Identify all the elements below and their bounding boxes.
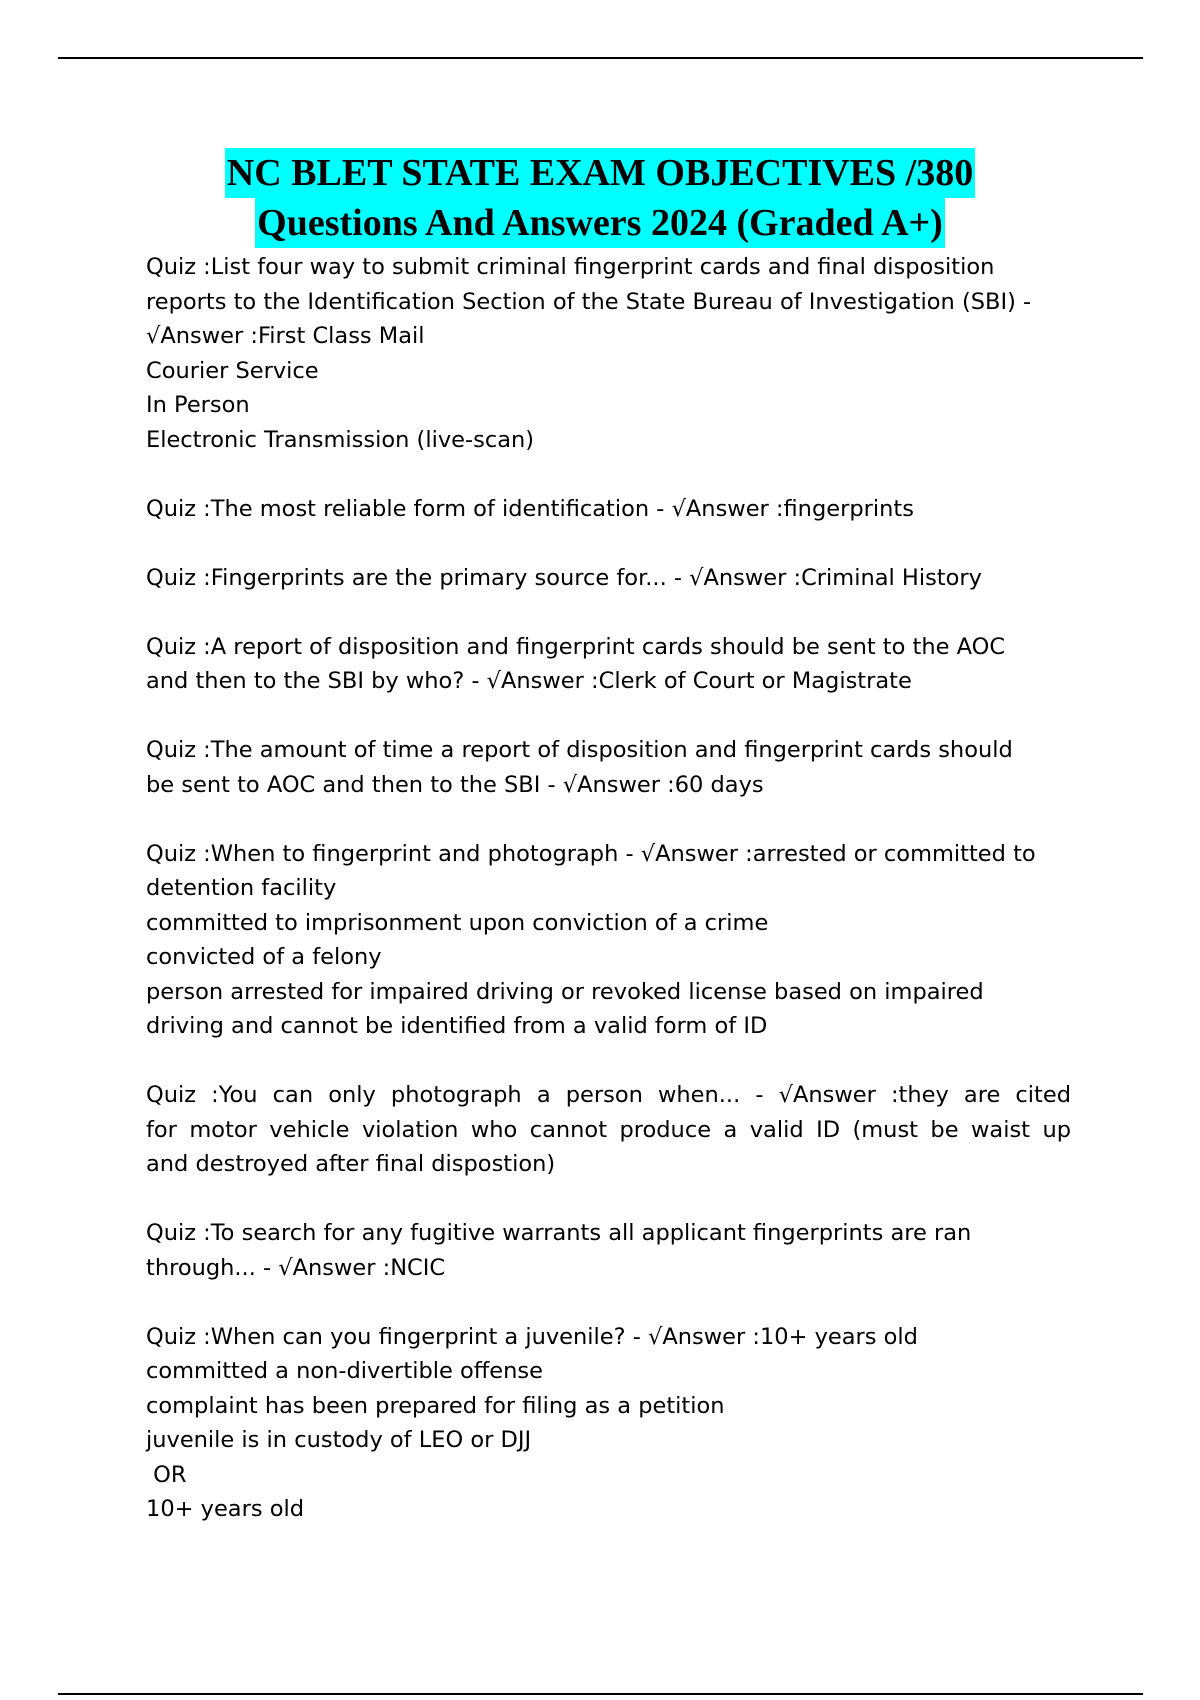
qa-line: √Answer :First Class Mail — [146, 323, 425, 349]
qa-line: complaint has been prepared for filing as a petition — [146, 1392, 725, 1419]
document-title — [0, 148, 1200, 248]
qa-line: and destroyed after final dispostion) — [146, 1151, 556, 1177]
qa-line: for motor vehicle violation who cannot produce a valid ID (must be waist up — [146, 1116, 1071, 1143]
qa-line: Quiz :To search for any fugitive warrants all applicant fingerprints are ran — [146, 1220, 972, 1246]
qa-line: convicted of a felony — [146, 944, 382, 970]
header-rule — [58, 57, 1143, 59]
qa-line: detention facility — [146, 875, 337, 901]
qa-line: reports to the Identification Section of the State Bureau of Investigation (SBI) - — [146, 288, 1032, 315]
qa-line: OR — [146, 1461, 187, 1488]
qa-item — [146, 733, 1071, 802]
qa-line: driving and cannot be identified from a valid form of ID — [146, 1013, 768, 1039]
qa-line: Quiz :The most reliable form of identification - √Answer :fingerprints — [146, 495, 914, 522]
footer-rule — [58, 1693, 1143, 1695]
qa-line: and then to the SBI by who? - √Answer :Clerk of Court or Magistrate — [146, 668, 912, 694]
qa-item — [146, 837, 1071, 1044]
qa-item — [146, 1078, 1071, 1182]
qa-line: 10+ years old — [146, 1496, 305, 1522]
qa-item — [146, 250, 1071, 457]
qa-line: through... - √Answer :NCIC — [146, 1254, 446, 1281]
qa-item — [146, 1320, 1071, 1527]
qa-line: person arrested for impaired driving or revoked license based on impaired — [146, 978, 984, 1005]
qa-line: committed to imprisonment upon conviction of a crime — [146, 909, 769, 936]
qa-line: Quiz :A report of disposition and fingerprint cards should be sent to the AOC — [146, 633, 1006, 660]
qa-item — [146, 561, 1071, 596]
qa-line: Quiz :When can you fingerprint a juvenile? - √Answer :10+ years old — [146, 1323, 918, 1350]
qa-line: Quiz :List four way to submit criminal fingerprint cards and final disposition — [146, 254, 995, 280]
qa-list — [146, 250, 1071, 1561]
qa-line: Quiz :The amount of time a report of disposition and fingerprint cards should — [146, 737, 1013, 763]
qa-line: Quiz :You can only photograph a person when... - √Answer :they are cited — [146, 1082, 1071, 1108]
qa-line: Quiz :Fingerprints are the primary source for... - √Answer :Criminal History — [146, 564, 982, 591]
title-line-1: NC BLET STATE EXAM OBJECTIVES /380 — [225, 148, 975, 198]
qa-item — [146, 492, 1071, 527]
qa-line: Electronic Transmission (live-scan) — [146, 426, 535, 453]
qa-line: In Person — [146, 392, 250, 418]
qa-line: Quiz :When to fingerprint and photograph - √Answer :arrested or committed to — [146, 840, 1036, 867]
qa-line: Courier Service — [146, 357, 319, 384]
title-line-2: Questions And Answers 2024 (Graded A+) — [255, 198, 945, 248]
qa-line: be sent to AOC and then to the SBI - √Answer :60 days — [146, 771, 764, 798]
qa-item — [146, 630, 1071, 699]
qa-item — [146, 1216, 1071, 1285]
qa-line: juvenile is in custody of LEO or DJJ — [146, 1427, 532, 1453]
qa-line: committed a non-divertible offense — [146, 1358, 543, 1384]
